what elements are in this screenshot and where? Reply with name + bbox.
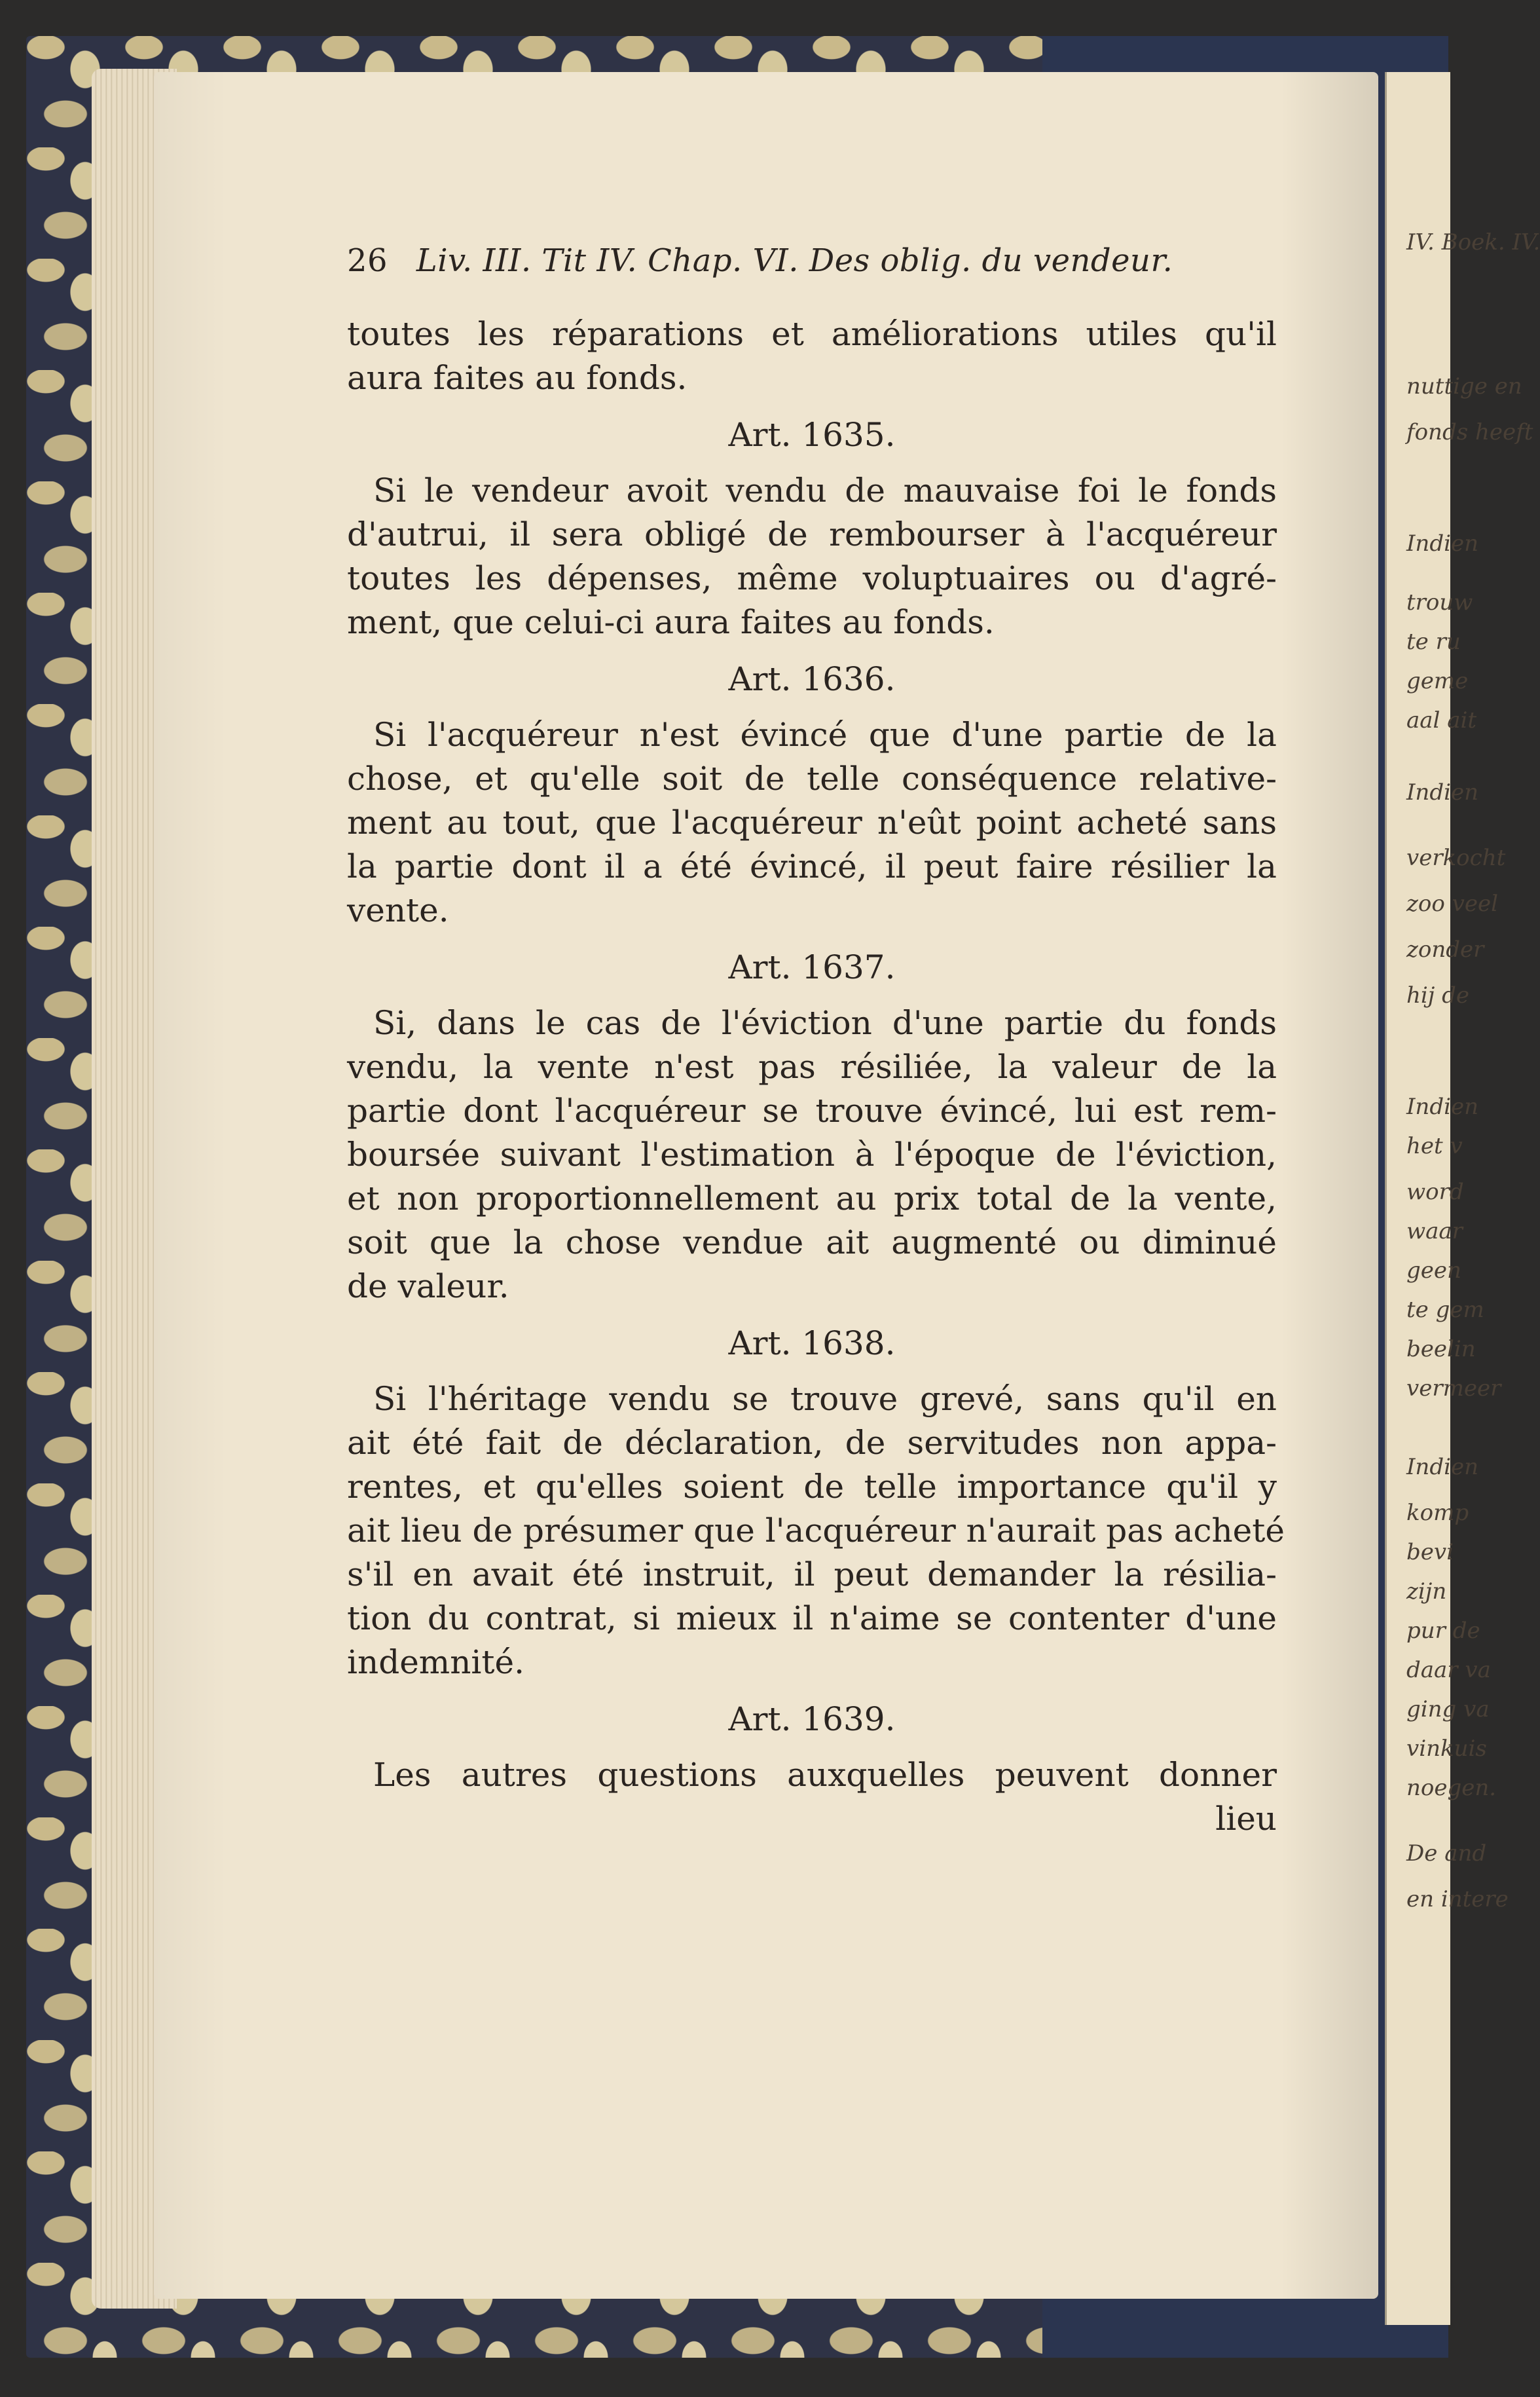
- adjacent-page-fragment: geme: [1406, 668, 1469, 694]
- adjacent-page-fragment: vermeer: [1406, 1375, 1501, 1402]
- text-line: et non proportionnellement au prix total de la vente,: [347, 1180, 1277, 1217]
- adjacent-page-fragment: nuttige en: [1406, 373, 1522, 400]
- adjacent-page-fragment: te gem: [1406, 1297, 1484, 1323]
- adjacent-page-fragment: word: [1406, 1179, 1464, 1205]
- article-heading: Art. 1639.: [728, 1700, 896, 1738]
- text-line: boursée suivant l'estimation à l'époque de l'éviction,: [347, 1136, 1277, 1174]
- text-line: aura faites au fonds.: [347, 359, 688, 397]
- adjacent-page-fragment: De and: [1406, 1840, 1487, 1867]
- adjacent-page-fragment: te ru: [1406, 629, 1461, 655]
- adjacent-page-fragment: ging va: [1406, 1696, 1490, 1722]
- adjacent-page-fragment: en intere: [1406, 1886, 1509, 1912]
- adjacent-page-sliver: [1385, 72, 1540, 2325]
- running-head-title: Liv. III. Tit IV. Chap. VI. Des oblig. du vendeur.: [416, 242, 1173, 279]
- article-heading: Art. 1638.: [728, 1324, 896, 1362]
- text-line: vente.: [347, 891, 449, 929]
- text-line: tion du contrat, si mieux il n'aime se contenter d'une: [347, 1599, 1277, 1637]
- adjacent-page-fragment: Indien: [1406, 1454, 1478, 1480]
- adjacent-page-fragment: IV. Boek. IV.: [1406, 229, 1540, 255]
- adjacent-page-fragment: het v: [1406, 1133, 1463, 1159]
- text-line: ment, que celui-ci aura faites au fonds.: [347, 603, 995, 641]
- text-line: Si l'héritage vendu se trouve grevé, sans qu'il en: [373, 1380, 1277, 1418]
- text-line: toutes les réparations et améliorations utiles qu'il: [347, 315, 1277, 353]
- article-heading: Art. 1636.: [728, 660, 896, 698]
- adjacent-page-fragment: vinkuis: [1406, 1736, 1487, 1762]
- adjacent-page-fragment: Indien: [1406, 779, 1478, 806]
- adjacent-page-fragment: zonder: [1406, 937, 1484, 963]
- text-line: d'autrui, il sera obligé de rembourser à l'acquéreur: [347, 515, 1277, 553]
- adjacent-page-fragment: geen: [1406, 1257, 1461, 1284]
- adjacent-page-fragment: bevi: [1406, 1539, 1454, 1565]
- adjacent-page-fragment: beelin: [1406, 1336, 1476, 1362]
- adjacent-page-fragment: aal ait: [1406, 707, 1477, 734]
- adjacent-page-fragment: zijn: [1406, 1578, 1447, 1605]
- adjacent-page-fragment: noegen.: [1406, 1775, 1497, 1801]
- adjacent-page-fragment: trouw: [1406, 589, 1473, 616]
- article-heading: Art. 1637.: [728, 948, 896, 986]
- text-line: chose, et qu'elle soit de telle conséquence relative-: [347, 760, 1277, 798]
- adjacent-page-fragment: zoo veel: [1406, 891, 1498, 917]
- text-line: partie dont l'acquéreur se trouve évincé, lui est rem-: [347, 1092, 1277, 1130]
- page-number: 26: [347, 242, 388, 279]
- text-line: Si, dans le cas de l'éviction d'une partie du fonds: [373, 1004, 1277, 1042]
- text-line: ait été fait de déclaration, de servitudes non appa-: [347, 1424, 1277, 1462]
- text-line: ment au tout, que l'acquéreur n'eût point acheté sans: [347, 804, 1277, 842]
- text-line: soit que la chose vendue ait augmenté ou diminué: [347, 1223, 1277, 1261]
- text-line: s'il en avait été instruit, il peut demander la résilia-: [347, 1555, 1277, 1593]
- adjacent-page-fragment: verkocht: [1406, 845, 1506, 871]
- adjacent-page-fragment: Indien: [1406, 530, 1478, 557]
- adjacent-page-fragment: komp: [1406, 1500, 1469, 1526]
- text-line: rentes, et qu'elles soient de telle importance qu'il y: [347, 1468, 1277, 1506]
- text-line: ait lieu de présumer que l'acquéreur n'aurait pas acheté: [347, 1512, 1285, 1550]
- adjacent-page-fragment: pur de: [1406, 1618, 1480, 1644]
- text-line: vendu, la vente n'est pas résiliée, la valeur de la: [347, 1048, 1277, 1086]
- text-line: de valeur.: [347, 1267, 509, 1305]
- text-line: indemnité.: [347, 1643, 524, 1681]
- text-line: toutes les dépenses, même voluptuaires ou d'agré-: [347, 559, 1277, 597]
- text-line: Si l'acquéreur n'est évincé que d'une partie de la: [373, 716, 1277, 754]
- text-line: Les autres questions auxquelles peuvent donner: [373, 1756, 1277, 1794]
- adjacent-page-fragment: fonds heeft: [1406, 419, 1533, 445]
- adjacent-page-fragment: daar va: [1406, 1657, 1491, 1683]
- catchword: lieu: [1215, 1800, 1277, 1838]
- article-heading: Art. 1635.: [728, 416, 896, 454]
- adjacent-page-fragment: hij de: [1406, 982, 1470, 1009]
- text-line: Si le vendeur avoit vendu de mauvaise foi le fonds: [373, 472, 1277, 510]
- running-head: [347, 242, 1277, 279]
- adjacent-page-fragment: Indien: [1406, 1094, 1478, 1120]
- adjacent-page-fragment: waar: [1406, 1218, 1463, 1244]
- text-line: la partie dont il a été évincé, il peut faire résilier la: [347, 847, 1277, 885]
